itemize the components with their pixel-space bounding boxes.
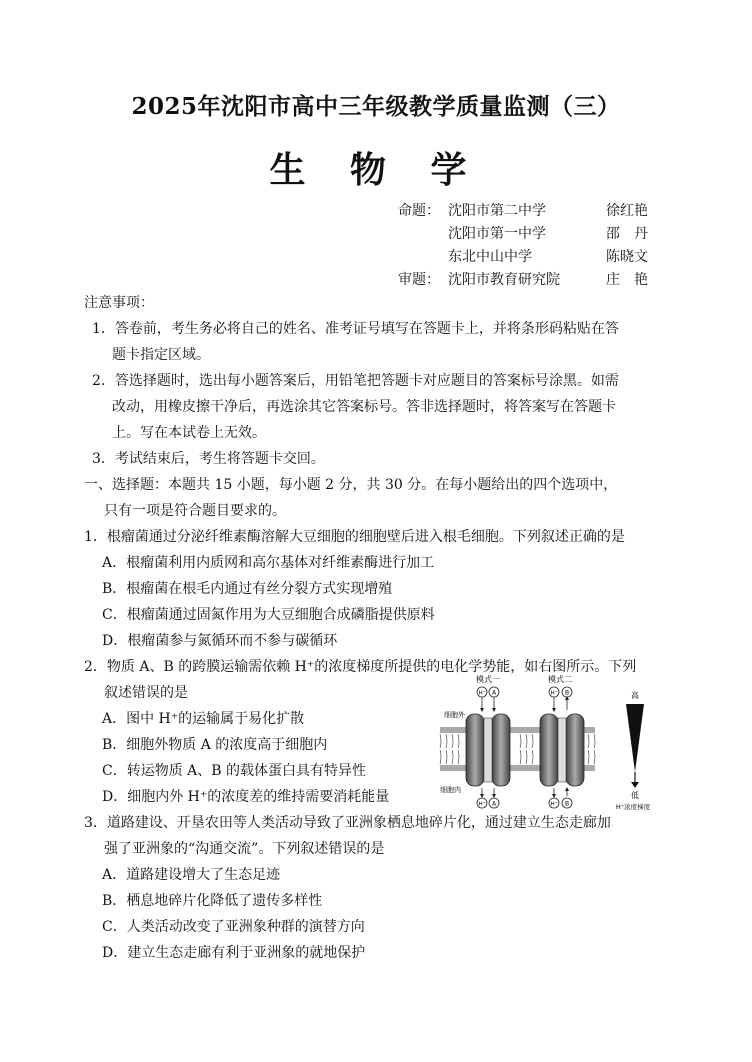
question-1-stem: 1．根瘤菌通过分泌纤维素酶溶解大豆细胞的细胞壁后进入根毛细胞。下列叙述正确的是 <box>84 529 625 545</box>
author-name: 邵 丹 <box>606 226 648 242</box>
author-row <box>398 269 698 292</box>
author-org: 沈阳市第二中学 <box>448 203 546 219</box>
question-1-option-d: D．根瘤菌参与氮循环而不参与碳循环 <box>102 633 338 649</box>
question-3-option-b: B．栖息地碎片化降低了遗传多样性 <box>102 893 323 909</box>
transport-protein-mode-1 <box>466 714 510 786</box>
mode-1-bottom-molecules <box>477 788 499 808</box>
section-1-heading-cont: 只有一项是符合题目要求的。 <box>104 503 286 519</box>
author-org: 沈阳市第一中学 <box>448 226 546 242</box>
author-role <box>398 223 448 246</box>
question-2-option-c: C．转运物质 A、B 的载体蛋白具有特异性 <box>102 763 367 779</box>
author-name: 陈晓文 <box>606 249 648 265</box>
notice-heading: 注意事项： <box>84 295 154 311</box>
question-2-stem: 2．物质 A、B 的跨膜运输需依赖 H⁺的浓度梯度所提供的电化学势能，如右图所示。下列 <box>84 659 637 675</box>
h-ion-label: H⁺ <box>478 801 486 808</box>
notice-item-1-line-1: 1．答卷前，考生务必将自己的姓名、准考证号填写在答题卡上，并将条形码粘贴在答 <box>92 321 619 337</box>
author-org: 沈阳市教育研究院 <box>448 272 560 288</box>
author-name: 徐红艳 <box>606 203 648 219</box>
membrane-transport-figure <box>430 672 662 812</box>
question-3-option-a: A．道路建设增大了生态足迹 <box>102 867 281 883</box>
b-molecule-label: B <box>564 689 570 697</box>
author-role: 审题： <box>398 272 440 288</box>
h-gradient-indicator <box>616 690 651 811</box>
mode-1-label: 模式一 <box>476 675 500 684</box>
question-3-option-d: D．建立生态走廊有利于亚洲象的就地保护 <box>102 945 366 961</box>
b-molecule-label: B <box>564 800 570 808</box>
subject-title: 生 物 学 <box>269 150 483 191</box>
a-molecule-label: A <box>491 689 497 697</box>
mode-2-top-molecules <box>549 687 572 712</box>
exam-body <box>84 290 684 966</box>
gradient-caption: H⁺浓度梯度 <box>615 803 651 811</box>
notice-item-2-line-3: 上。写在本试卷上无效。 <box>112 425 266 441</box>
author-row <box>398 246 698 269</box>
notice-item-2-line-1: 2．答选择题时，选出每小题答案后，用铅笔把答题卡对应题目的答案标号涂黑。如需 <box>92 373 619 389</box>
question-2-option-b: B．细胞外物质 A 的浓度高于细胞内 <box>102 737 328 753</box>
question-3-stem-cont: 强了亚洲象的“沟通交流”。下列叙述错误的是 <box>104 841 385 857</box>
mode-2-label: 模式二 <box>548 675 572 684</box>
question-1-option-b: B．根瘤菌在根毛内通过有丝分裂方式实现增殖 <box>102 581 393 597</box>
gradient-low-label: 低 <box>631 791 639 800</box>
h-ion-label: H⁺ <box>550 801 558 808</box>
author-org: 东北中山中学 <box>448 249 532 265</box>
author-row <box>398 200 698 223</box>
notice-item-3-line-1: 3．考试结束后，考生将答题卡交回。 <box>92 451 325 467</box>
gradient-high-label: 高 <box>631 691 639 700</box>
author-name: 庄 艳 <box>606 272 648 288</box>
authors-block <box>398 200 698 292</box>
question-3-option-c: C．人类活动改变了亚洲象种群的演替方向 <box>102 919 365 935</box>
mode-1-top-molecules <box>477 687 499 712</box>
question-2-option-a: A．图中 H⁺的运输属于易化扩散 <box>102 711 305 727</box>
cell-inside-label: 细胞内 <box>440 786 461 794</box>
question-1-option-a: A．根瘤菌利用内质网和高尔基体对纤维素酶进行加工 <box>102 555 435 571</box>
h-ion-label: H⁺ <box>550 690 558 697</box>
h-ion-label: H⁺ <box>478 690 486 697</box>
mode-2-bottom-molecules <box>549 787 572 808</box>
question-1-option-c: C．根瘤菌通过固氮作用为大豆细胞合成磷脂提供原料 <box>102 607 435 623</box>
notice-item-2-line-2: 改动，用橡皮擦干净后，再选涂其它答案标号。答非选择题时，将答案写在答题卡 <box>112 399 616 415</box>
question-2-option-d: D．细胞内外 H⁺的浓度差的维持需要消耗能量 <box>102 789 390 805</box>
exam-title: 2025年沈阳市高中三年级教学质量监测（三） <box>131 93 621 120</box>
author-role <box>398 246 448 269</box>
author-row <box>398 223 698 246</box>
section-1-heading: 一、选择题：本题共 15 小题，每小题 2 分，共 30 分。在每小题给出的四个选项中， <box>84 477 618 493</box>
question-3-stem: 3．道路建设、开垦农田等人类活动导致了亚洲象栖息地碎片化，通过建立生态走廊加 <box>84 815 611 831</box>
author-role: 命题： <box>398 203 440 219</box>
a-molecule-label: A <box>491 800 497 808</box>
transport-protein-mode-2 <box>540 714 584 786</box>
notice-item-1-line-2: 题卡指定区域。 <box>112 347 210 363</box>
cell-outside-label: 细胞外 <box>444 711 465 719</box>
question-2-stem-cont: 叙述错误的是 <box>104 685 188 701</box>
